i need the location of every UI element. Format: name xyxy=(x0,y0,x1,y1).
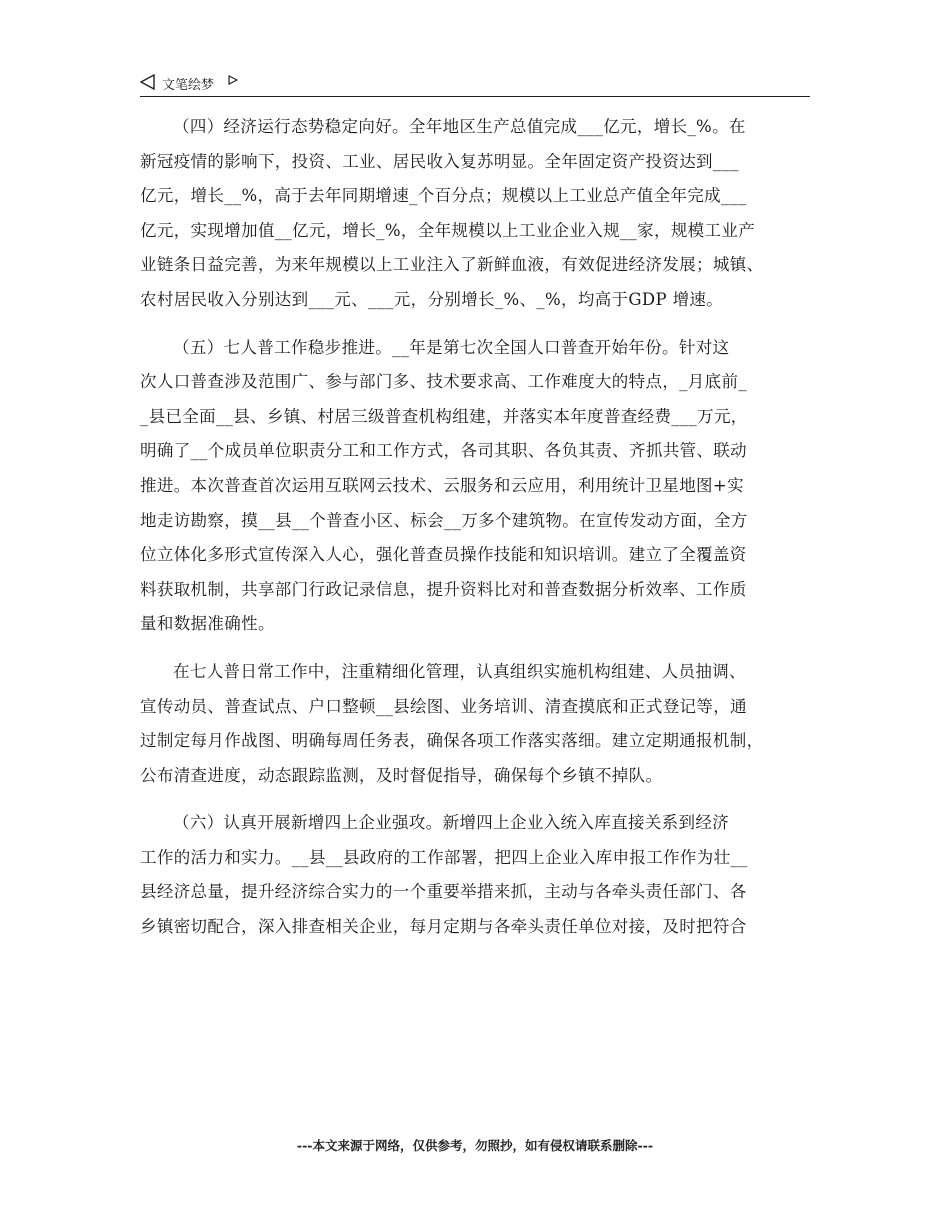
text-line: （五）七人普工作稳步推进。__年是第七次全国人口普查开始年份。针对这 xyxy=(173,337,730,357)
text-line: 地走访勘察，摸__县__个普查小区、标会__万多个建筑物。在宣传发动方面，全方 xyxy=(140,510,748,530)
text-line: 次人口普查涉及范围广、参与部门多、技术要求高、工作难度大的特点，_月底前_ xyxy=(140,372,747,392)
paragraph xyxy=(140,110,820,318)
paragraph xyxy=(140,655,820,793)
text-line: _县已全面__县、乡镇、村居三级普查机构组建，并落实本年度普查经费___万元， xyxy=(140,406,748,426)
text-line: 亿元，增长__%，高于去年同期增速_个百分点；规模以上工业总产值全年完成___ xyxy=(140,186,747,206)
text-line: 料获取机制，共享部门行政记录信息，提升资料比对和普查数据分析效率、工作质 xyxy=(140,579,747,599)
paragraph xyxy=(140,806,820,944)
paragraph xyxy=(140,331,820,642)
text-line: 农村居民收入分别达到___元、___元，分别增长_%、_%，均高于GDP 增速。 xyxy=(140,289,724,309)
text-line: 明确了__个成员单位职责分工和工作方式，各司其职、各负其责、齐抓共管、联动 xyxy=(140,441,747,461)
text-line: 过制定每月作战图、明确每周任务表，确保各项工作落实落细。建立定期通报机制， xyxy=(140,731,764,751)
page-header xyxy=(140,72,810,96)
text-line: 业链条日益完善，为来年规模以上工业注入了新鲜血液，有效促进经济发展；城镇、 xyxy=(140,255,764,275)
text-line: 亿元，实现增加值__亿元，增长_%，全年规模以上工业企业入规__家，规模工业产 xyxy=(140,220,756,240)
header-rule xyxy=(140,96,810,97)
text-line: 在七人普日常工作中，注重精细化管理，认真组织实施机构组建、人员抽调、 xyxy=(173,661,746,681)
text-line: 公布清查进度，动态跟踪监测，及时督促指导，确保每个乡镇不掉队。 xyxy=(140,765,663,785)
text-line: 县经济总量，提升经济综合实力的一个重要举措来抓，主动与各牵头责任部门、各 xyxy=(140,882,747,902)
text-line: 新冠疫情的影响下，投资、工业、居民收入复苏明显。全年固定资产投资达到___ xyxy=(140,151,739,171)
text-line: 工作的活力和实力。__县__县政府的工作部署，把四上企业入库申报工作作为壮__ xyxy=(140,847,748,867)
text-line: 位立体化多形式宣传深入人心，强化普查员操作技能和知识培训。建立了全覆盖资 xyxy=(140,545,747,565)
text-line: 乡镇密切配合，深入排查相关企业，每月定期与各牵头责任单位对接，及时把符合 xyxy=(140,917,747,937)
text-line: 量和数据准确性。 xyxy=(140,614,275,634)
brand-name: 文笔绘梦 xyxy=(162,78,215,93)
text-line: （六）认真开展新增四上企业强攻。新增四上企业入统入库直接关系到经济 xyxy=(173,813,730,833)
triangle-left-icon xyxy=(140,74,156,90)
text-line: 宣传动员、普查试点、户口整顿__县绘图、业务培训、清查摸底和正式登记等，通 xyxy=(140,696,747,716)
text-line: 推进。本次普查首次运用互联网云技术、云服务和云应用，利用统计卫星地图+实 xyxy=(140,475,744,495)
document-body xyxy=(140,110,820,958)
footer-notice: ---本文来源于网络，仅供参考，勿照抄，如有侵权请联系删除--- xyxy=(296,1138,654,1153)
text-line: （四）经济运行态势稳定向好。全年地区生产总值完成___亿元，增长_%。在 xyxy=(173,117,746,136)
triangle-right-icon xyxy=(228,75,238,85)
